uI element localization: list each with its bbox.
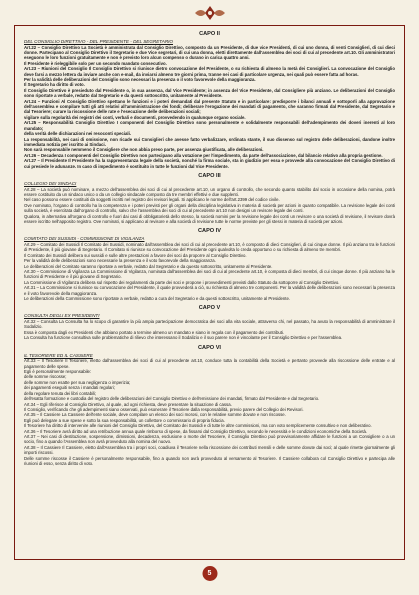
paragraph: Art.23 – Riunioni del Consiglio Il Consiglio Direttivo si riunisce dietro convocazione del Presidente, o su richiesta di almeno la metà dei Consiglieri. La convocazione del Consiglio deve farsi a mezzo lettera da inviare anche con e-mail, da inviarsi almeno tre giorni prima, tranne nei casi di particolare urgenza, nei quali può essere fatta ad horas. bbox=[24, 66, 395, 77]
paragraph: Il Consiglio Direttivo è presieduto dal Presidente o, in sua assenza, dal Vice Presidente; in assenza del Vice Presidente, dal Consigliere più anziano. Le deliberazioni del Consiglio sono riportate a verbale, redatto dal Segretario e da questi sottoscritto, unitamente al Presidente. bbox=[24, 87, 395, 99]
paragraph: Il Segretario ha diritto di voto. bbox=[24, 82, 85, 88]
section-title: CONSULTA DEGLI EX PRESIDENTI bbox=[24, 313, 100, 319]
section-spacer bbox=[24, 224, 395, 226]
paragraph: Essa è composta dagli ex Presidenti che abbiano portato a termine almeno un mandato e siano in regola con il pagamento dei contributi. bbox=[24, 329, 285, 335]
paragraph: delle somme non esatte per sua negligenza o imperizia; bbox=[24, 379, 131, 385]
paragraph: Delle somme riscosse il Cassiere è personalmente responsabile, fino a quando non avrà provveduto al versamento al Tesoriere. Il Cassiere collabora col Consiglio Direttivo e partecipa alle riunioni di esso, senza diritto di voto. bbox=[24, 455, 395, 466]
section-title: COMITATO DEI SUSSIDI - COMMISSIONE DI VIGILANZA bbox=[24, 236, 145, 242]
chapter-heading: CAPO V bbox=[198, 305, 221, 312]
paragraph: Egli è personalmente responsabile: bbox=[24, 369, 92, 375]
section-title: COLLEGIO DEI SINDACI bbox=[24, 180, 77, 186]
paragraph: Per la validità delle deliberazioni del Consiglio sono necessari la presenza o il voto favorevole della maggioranza. bbox=[24, 77, 256, 83]
paragraph: Il Comitato dei Sussidi delibera sui sussidi e sulle altre prestazioni a favore dei soci da proporre al Consiglio Direttivo. bbox=[24, 252, 247, 258]
section-spacer bbox=[24, 341, 395, 343]
paragraph: Art.25 – Responsabilità Consiglio Direttivo I componenti del Consiglio Direttivo sono personalmente e solidalmente responsabili dell'adempimento dei doveri inerenti al loro mandato; bbox=[24, 120, 395, 131]
paragraph: Art.34 – Egli riferisce al Consiglio Direttivo, al quale, ad ogni richiesta, deve presentare la situazione di cassa. bbox=[24, 401, 232, 407]
paragraph: Art.31 – La Commissione si riunisce su convocazione del Presidente, il quale provvederà a ciò, su richiesta di almeno tre componenti. Per la validità delle deliberazioni sono necessari la presenza e il voto favorevole della maggioranza. bbox=[24, 285, 395, 296]
paragraph: Art.32 – Consulta La Consulta ha lo scopo di garantire la più ampia partecipazione democratica dei soci alla vita sociale, attraverso chi, nel passato, ha avuto la responsabilità di amministrare il Sodalizio. bbox=[24, 319, 395, 330]
paragraph: Il Tesoriere ha diritto di intervenire alle riunioni del Consiglio Direttivo, del Comitato dei Sussidi e di tutte le altre commissioni, ma con voto semplicemente consultivo e non deliberativo. bbox=[24, 423, 372, 429]
paragraph: della verità delle dichiarazioni nei resoconti speciali. bbox=[24, 131, 131, 137]
paragraph: Le deliberazioni della Commissione sono riportate a verbale, redatto a cura del Segretario e da questi sottoscritto, unitamente al Presidente. bbox=[24, 296, 291, 302]
section-spacer bbox=[24, 466, 395, 468]
paragraph: Il Presidente è rieleggibile solo per un secondo mandato consecutivo. bbox=[24, 60, 167, 66]
paragraph: Le deliberazioni del Comitato saranno riportate a verbale, redatto dal Segretario e da questo sottoscritto, unitamente al Presidente. bbox=[24, 263, 273, 269]
paragraph: Qualora, in alternativa all'organo di controllo e fuori dai casi di obbligatorietà dello stesso, la società nomini per la revisione legale dei conti un revisore o una società di revisione, il revisore dovrà essere iscritto nell'apposito registro. Ove nominati, si applicano al revisore e alla società di revisione tutte le norme previste per gli stessi in materia di società per azioni. bbox=[24, 213, 395, 224]
section-spacer bbox=[24, 301, 395, 303]
chapter-heading: CAPO VI bbox=[197, 344, 221, 351]
paragraph: Art.30 – Commissione di Vigilanza La Commissione di Vigilanza, nominata dall'assemblea dei soci di cui al precedente art.10, è composta di dieci membri, di cui cinque donne. Il più anziano ha le funzioni di Presidente e il più giovane di Segretario. bbox=[24, 269, 395, 280]
section-title: DEL CONSIGLIO DIRETTIVO - DEL PRESIDENTE - DEL SEGRETARIO bbox=[24, 39, 173, 44]
paragraph: Art.27 – Il Presidente Il Presidente ha la rappresentanza legale della società, nonché la firma sociale, sta in giudizio per essa e provvede alla convocazione del Consiglio Direttivo di cui presiede le adunanze. In caso di impedimento è sostituito in tutte le funzioni dal Vice Presidente. bbox=[24, 158, 395, 169]
paragraph: Per la validità delle deliberazioni sono necessarie la presenza e il voto favorevole della maggioranza. bbox=[24, 258, 216, 264]
paragraph: dei pagamenti eseguiti senza i mandati regolari; bbox=[24, 385, 116, 391]
paragraph: La responsabilità, nei casi di omissione, non ricade sui Consiglieri che avesse fatto verbalizzare, ordinata stante, il suo dissenso sul registro delle deliberazioni, dandone inoltre immediata notizia per iscritto ai Sindaci. bbox=[24, 136, 395, 147]
paragraph: Non sarà responsabile nemmeno il Consigliere che non abbia preso parte, per assenza giustificata, alle deliberazioni. bbox=[24, 147, 264, 153]
paragraph: Art.26 – Decadenza I componenti del Consiglio Direttivo non partecipano alla votazione per l'impedimento, da parte dell'associazione, dal bilancio relativo alla propria gestione. bbox=[24, 152, 383, 158]
content-frame bbox=[14, 25, 405, 560]
paragraph: La Consulta ha funzione consultiva sulle problematiche di rilievo che interessano il Sodalizio e il suo parere non è vincolante per il Consiglio Direttivo e per l'assemblea. bbox=[24, 335, 343, 341]
paragraph: Il Consiglio, verificando che gli adempimenti siano osservati, può esonerare il Tesoriere dalla responsabilità, previo parere del Collegio dei Revisori. bbox=[24, 406, 304, 412]
paragraph: delle somme riscosse; bbox=[24, 374, 67, 380]
paragraph: Ove nominato, l'organo di controllo ha la competenza e i poteri previsti per gli organi della disciplina legislativa in materia di società per azioni in quanto compatibile. La revisione legale dei conti sulla società, è esercitata dall'organo di controllo, salvo che l'assemblea dei soci di cui al precedente art.10 non designi un revisore legale dei conti. bbox=[24, 202, 395, 214]
chapter-heading: CAPO II bbox=[199, 31, 220, 37]
paragraph: dell'esatta formazione e custodia del registro delle deliberazioni del Consiglio Direttivo e dell'emissione dei mandati, firmato dal Presidente e dal Segretario. bbox=[24, 396, 320, 402]
paragraph: Egli può delegare a sue spese e sotto la sua responsabilità, un collettore o commissario di propria fiducia. bbox=[24, 417, 225, 423]
paragraph: vigilare sulla regolarità dei registri dei conti, verbali e documenti, provvedendo in qualunque organo sociale. bbox=[24, 114, 246, 120]
ornament-icon bbox=[193, 4, 227, 22]
paragraph: Art.35 – Il Cassiere La Cassiere dell'ente sociale, deve compilare un elenco dei soci morosi, con le relative somme dovute e non riscosse. bbox=[24, 412, 286, 418]
section-spacer bbox=[24, 169, 395, 171]
paragraph: La Commissione di Vigilanza delibera sul rispetto dei regolamenti da parte dei soci e propone i provvedimenti previsti dallo Statuto da sottoporre al Consiglio Direttivo. bbox=[24, 279, 340, 285]
section-title: IL TESORIERE ED IL CASSIERE bbox=[24, 352, 93, 358]
paragraph: Art.28 – La società può nominare, a mezzo dell'assemblea dei soci di cui al precedente art.10, un organo di controllo, che secondo quanto stabilito dal socio in occasione della nomina, potrà essere costituito da un sindaco unico o da un collegio sindacale composto da tre membri effettivi e due supplenti. bbox=[24, 186, 395, 197]
paragraph: Art.36 – Il Tesoriere avrà diritto ad una retribuzione annua quale rimborso di spese, da fissarsi dal Consiglio Direttivo, secondo le necessità e le condizioni economiche della Società. bbox=[24, 428, 368, 434]
paragraph: della regolare tenuta dei libri contabili; bbox=[24, 390, 97, 396]
paragraph: Nel caso possono essere costituiti da soggetti iscritti nel registro dei revisori legali. Si applicano le norme dell'art.2399 del codice civile. bbox=[24, 197, 280, 203]
paragraph: Art.33 – Il Tesoriere Il Tesoriere, eletto dall'assemblea dei soci di cui al precedente art.10, conduce tutta la contabilità della Società e pertanto provvede alla riscossione delle entrate e al pagamento delle spese. bbox=[24, 358, 395, 369]
chapter-heading: CAPO III bbox=[198, 172, 221, 179]
chapter-heading: CAPO IV bbox=[197, 228, 221, 235]
paragraph: Art.38 – Il Cassiere Il Cassiere, eletto dall'Assemblea tra i propri soci, coadiuva il Tesoriere nella riscossione dei contributi mensili e delle somme dovute dai soci; al quale rimette giornalmente gli importi riscossi. bbox=[24, 444, 395, 456]
paragraph: Art.37 – Nei casi di destituzione, sospensione, dimissioni, decadenza, esclusione o morte del Tesoriere, il Consiglio Direttivo può provvisoriamente affidare le funzioni a un Consigliere o a un socio, fino a quando l'Assemblea non avrà provveduto alla nomina del nuovo. bbox=[24, 433, 395, 445]
paragraph: Art.22 – Consiglio Direttivo La Società è amministrata dal Consiglio Direttivo, composto da un Presidente, di due vice Presidenti, di cui uno donna, di venti Consiglieri, di cui dieci donne. Partecipano al Consiglio Direttivo il Segretario e due Vice segretari, di cui una donna, eletti direttamente dall'assemblea dei soci di cui al precedente art.10. Gli amministratori eseguono le loro funzioni gratuitamente e non è previsto loro alcun compenso o durano in carica quattro anni. bbox=[24, 44, 395, 61]
page-number: 5 bbox=[202, 566, 217, 581]
paragraph: Art.24 – Funzioni Al Consiglio Direttivo spettano le funzioni e i poteri demandati dal presente Statuto e in particolare: predisporre i bilanci annuali e sottoporli alla approvazione dell'assemblea e compilare tutti gli atti relativi all'amministrazione dei fondi; deliberare l'erogazione dei mandati di pagamento, che saranno firmati dal Presidente, dal Segretario e dal Tesoriere; curare la riscossione delle rate e l'esecuzione delle deliberazioni sociali; bbox=[24, 98, 395, 115]
paragraph: Art.29 – Comitato dei Sussidi Il Comitato dei Sussidi, nominato dall'assemblea dei soci di cui al precedente art.10, è composto di dieci Consiglieri, di cui cinque donne. Il più anziano tra le funzioni di Presidente, il più giovane di Segretario. Il Comitato si riunisce su convocazione del Presidente ogni qualvolta lo creda opportuno o su richiesta di almeno tre membri. bbox=[24, 241, 395, 253]
